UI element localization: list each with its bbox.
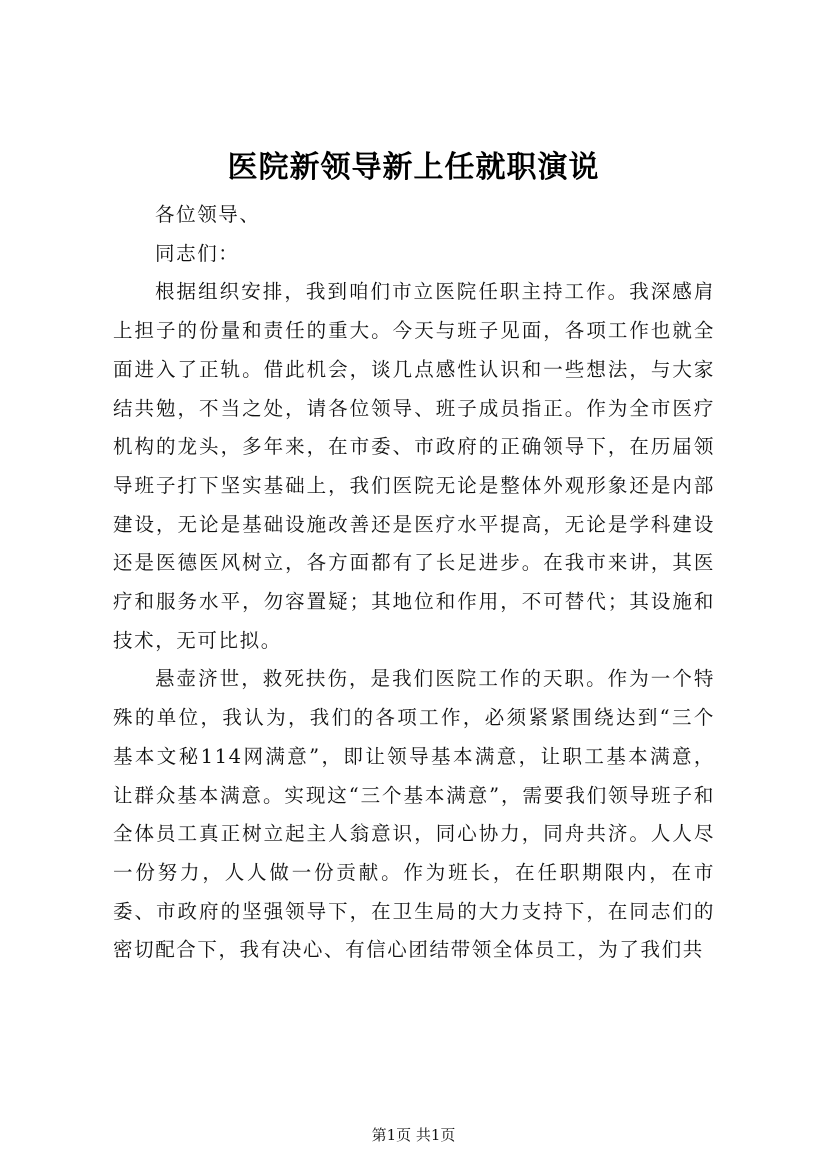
document-body <box>113 196 715 970</box>
paragraph-1: 根据组织安排，我到咱们市立医院任职主持工作。我深感肩上担子的份量和责任的重大。今天与班子见面，各项工作也就全面进入了正轨。借此机会，谈几点感性认识和一些想法，与大家结共勉，不当之处，请各位领导、班子成员指正。作为全市医疗机构的龙头，多年来，在市委、市政府的正确领导下，在历届领导班子打下坚实基础上，我们医院无论是整体外观形象还是内部建设，无论是基础设施改善还是医疗水平提高，无论是学科建设还是医德医风树立，各方面都有了长足进步。在我市来讲，其医疗和服务水平，勿容置疑；其地位和作用，不可替代；其设施和技术，无可比拟。 <box>113 280 715 652</box>
paragraph-2: 悬壶济世，救死扶伤，是我们医院工作的天职。作为一个特殊的单位，我认为，我们的各项工作，必须紧紧围绕达到“三个基本文秘114网满意”，即让领导基本满意，让职工基本满意，让群众基本满意。实现这“三个基本满意”，需要我们领导班子和全体员工真正树立起主人翁意识，同心协力，同舟共济。人人尽一份努力，人人做一份贡献。作为班长，在任职期限内，在市委、市政府的坚强领导下，在卫生局的大力支持下，在同志们的密切配合下，我有决心、有信心团结带领全体员工，为了我们共 <box>113 667 715 962</box>
page-footer: 第1页 共1页 <box>371 1126 456 1144</box>
salutation-leaders: 各位领导、 <box>155 203 261 226</box>
document-title: 医院新领导新上任就职演说 <box>227 150 600 185</box>
salutation-comrades: 同志们： <box>155 241 240 265</box>
